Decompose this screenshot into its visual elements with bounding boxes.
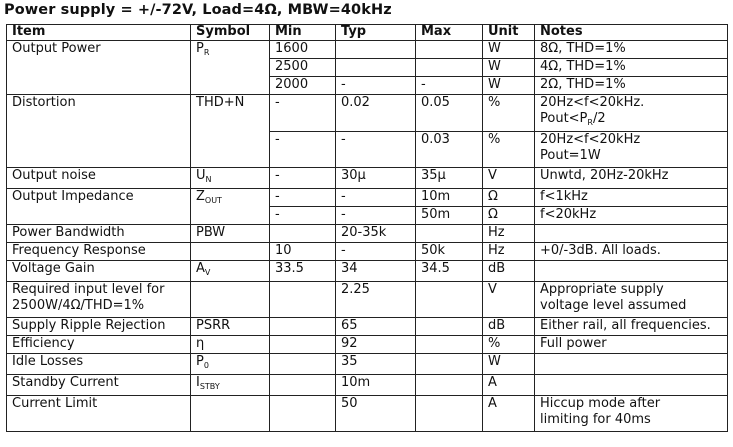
cell-item: Output noise <box>7 168 191 189</box>
cell-unit: W <box>483 59 535 77</box>
cell-typ: 10m <box>336 375 416 396</box>
cell-symbol <box>191 243 270 261</box>
cell-typ: - <box>336 207 416 225</box>
cell-max: 0.03 <box>416 132 483 168</box>
cell-max <box>416 396 483 432</box>
cell-max <box>416 59 483 77</box>
cell-max: - <box>416 77 483 95</box>
table-row <box>7 225 728 243</box>
header-unit: Unit <box>483 25 535 41</box>
cell-typ: 65 <box>336 318 416 336</box>
cell-symbol: $Z_{OUT}$ <box>191 189 270 225</box>
cell-min <box>270 282 336 318</box>
cell-notes: 4Ω, THD=1% <box>535 59 728 77</box>
cell-min <box>270 375 336 396</box>
cell-min <box>270 318 336 336</box>
cell-typ: 30μ <box>336 168 416 189</box>
cell-min: 1600 <box>270 41 336 59</box>
cell-max: 50k <box>416 243 483 261</box>
cell-notes <box>535 225 728 243</box>
cell-symbol: $I_{STBY}$ <box>191 375 270 396</box>
cell-typ: 20-35k <box>336 225 416 243</box>
cell-unit: Ω <box>483 207 535 225</box>
cell-unit: Hz <box>483 225 535 243</box>
cell-item: Distortion <box>7 95 191 168</box>
cell-item: Output Impedance <box>7 189 191 225</box>
cell-item: Standby Current <box>7 375 191 396</box>
cell-typ: - <box>336 243 416 261</box>
cell-unit: dB <box>483 261 535 282</box>
cell-unit: W <box>483 77 535 95</box>
cell-typ: 35 <box>336 354 416 375</box>
cell-typ: 2.25 <box>336 282 416 318</box>
cell-symbol <box>191 282 270 318</box>
cell-unit: dB <box>483 318 535 336</box>
cell-typ <box>336 59 416 77</box>
cell-typ: 92 <box>336 336 416 354</box>
cell-notes: 20Hz<f<20kHz. $Pout<P_R/2$ <box>535 95 728 132</box>
cell-unit: Ω <box>483 189 535 207</box>
cell-item: Power Bandwidth <box>7 225 191 243</box>
cell-min <box>270 396 336 432</box>
cell-typ <box>336 41 416 59</box>
cell-typ: 34 <box>336 261 416 282</box>
cell-symbol: $A_V$ <box>191 261 270 282</box>
table-title: Power supply = +/-72V, Load=4Ω, MBW=40kHz <box>4 2 392 18</box>
cell-notes: +0/-3dB. All loads. <box>535 243 728 261</box>
cell-min: - <box>270 207 336 225</box>
cell-symbol: PSRR <box>191 318 270 336</box>
header-min: Min <box>270 25 336 41</box>
header-row <box>7 25 728 41</box>
cell-notes <box>535 261 728 282</box>
cell-unit: % <box>483 95 535 132</box>
cell-typ: - <box>336 189 416 207</box>
cell-notes <box>535 375 728 396</box>
cell-typ: 0.02 <box>336 95 416 132</box>
cell-symbol: THD+N <box>191 95 270 168</box>
table-row <box>7 318 728 336</box>
cell-min: 2000 <box>270 77 336 95</box>
cell-max: 35μ <box>416 168 483 189</box>
cell-item: Required input level for 2500W/4Ω/THD=1% <box>7 282 191 318</box>
cell-typ: 50 <box>336 396 416 432</box>
cell-unit: A <box>483 375 535 396</box>
cell-unit: V <box>483 282 535 318</box>
cell-notes: Full power <box>535 336 728 354</box>
cell-min: - <box>270 189 336 207</box>
cell-unit: % <box>483 336 535 354</box>
cell-item: Frequency Response <box>7 243 191 261</box>
cell-unit: Hz <box>483 243 535 261</box>
cell-min: - <box>270 132 336 168</box>
header-symbol: Symbol <box>191 25 270 41</box>
table-row <box>7 396 728 432</box>
header-notes: Notes <box>535 25 728 41</box>
cell-item: Supply Ripple Rejection <box>7 318 191 336</box>
cell-max: 10m <box>416 189 483 207</box>
cell-symbol: η <box>191 336 270 354</box>
cell-max <box>416 336 483 354</box>
table-row <box>7 375 728 396</box>
cell-item: Efficiency <box>7 336 191 354</box>
cell-unit: W <box>483 354 535 375</box>
cell-min: - <box>270 168 336 189</box>
cell-notes: f<20kHz <box>535 207 728 225</box>
cell-unit: W <box>483 41 535 59</box>
cell-item: Voltage Gain <box>7 261 191 282</box>
cell-symbol <box>191 396 270 432</box>
cell-symbol: $P_0$ <box>191 354 270 375</box>
cell-notes: Appropriate supply voltage level assumed <box>535 282 728 318</box>
cell-symbol: $U_N$ <box>191 168 270 189</box>
cell-min <box>270 336 336 354</box>
header-item: Item <box>7 25 191 41</box>
cell-max <box>416 225 483 243</box>
cell-typ: - <box>336 77 416 95</box>
spec-table <box>6 24 728 432</box>
cell-max <box>416 354 483 375</box>
header-max: Max <box>416 25 483 41</box>
cell-unit: % <box>483 132 535 168</box>
table-row <box>7 95 728 132</box>
cell-unit: V <box>483 168 535 189</box>
table-row <box>7 243 728 261</box>
cell-notes: f<1kHz <box>535 189 728 207</box>
cell-max <box>416 282 483 318</box>
cell-min <box>270 225 336 243</box>
cell-item: Idle Losses <box>7 354 191 375</box>
table-row <box>7 282 728 318</box>
table-row <box>7 41 728 59</box>
cell-notes: Hiccup mode after limiting for 40ms <box>535 396 728 432</box>
table-row <box>7 354 728 375</box>
cell-max <box>416 318 483 336</box>
cell-max <box>416 41 483 59</box>
cell-symbol: $P_R$ <box>191 41 270 95</box>
cell-typ: - <box>336 132 416 168</box>
cell-notes <box>535 354 728 375</box>
cell-max: 50m <box>416 207 483 225</box>
table-row <box>7 336 728 354</box>
header-typ: Typ <box>336 25 416 41</box>
table-row <box>7 189 728 207</box>
cell-min: 2500 <box>270 59 336 77</box>
cell-max: 0.05 <box>416 95 483 132</box>
cell-max <box>416 375 483 396</box>
cell-min: 33.5 <box>270 261 336 282</box>
cell-notes: 8Ω, THD=1% <box>535 41 728 59</box>
table-row <box>7 261 728 282</box>
cell-notes: 2Ω, THD=1% <box>535 77 728 95</box>
cell-notes: 20Hz<f<20kHz Pout=1W <box>535 132 728 168</box>
cell-symbol: PBW <box>191 225 270 243</box>
cell-item: Current Limit <box>7 396 191 432</box>
cell-notes: Either rail, all frequencies. <box>535 318 728 336</box>
cell-notes: Unwtd, 20Hz-20kHz <box>535 168 728 189</box>
cell-min <box>270 354 336 375</box>
cell-item: Output Power <box>7 41 191 95</box>
table-row <box>7 168 728 189</box>
cell-min: - <box>270 95 336 132</box>
cell-min: 10 <box>270 243 336 261</box>
cell-unit: A <box>483 396 535 432</box>
cell-max: 34.5 <box>416 261 483 282</box>
